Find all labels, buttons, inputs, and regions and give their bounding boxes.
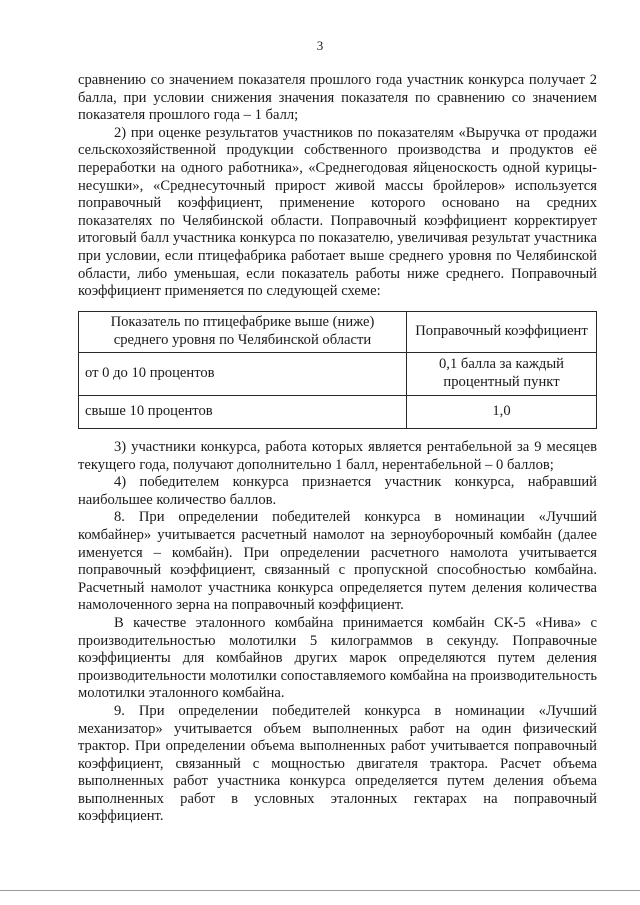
table-row bbox=[79, 396, 597, 429]
coefficient-table bbox=[78, 311, 597, 429]
paragraph: 2) при оценке результатов участников по показателям «Выручка от продажи сельскохозяйственной продукции собственного производства и продуктов её переработки на одного работника», «Среднегодовая яйценоскость одной курицы-несушки», «Среднесуточный прирост живой массы бройлеров» используется поправочный коэффициент, применение которого основано на средних показателях по Челябинской области. Поправочный коэффициент корректирует итоговый балл участника конкурса по показателю, увеличивая результат участника при условии, если птицефабрика работает выше среднего уровня по Челябинской области, либо уменьшая, если показатель работы ниже среднего. Поправочный коэффициент применяется по следующей схеме: bbox=[78, 124, 597, 300]
table-header-cell: Поправочный коэффициент bbox=[407, 312, 597, 353]
paragraph: сравнению со значением показателя прошлого года участник конкурса получает 2 балла, при условии снижения значения показателя по сравнению со значением показателя прошлого года – 1 балл; bbox=[78, 72, 597, 124]
table-cell: 1,0 bbox=[407, 396, 597, 429]
paragraph: 9. При определении победителей конкурса в номинации «Лучший механизатор» учитывается объем выполненных работ на один физический трактор. При определении объема выполненных работ учитывается поправочный коэффициент, связанный с мощностью двигателя трактора. Расчет объема выполненных работ участника конкурса определяется путем деления объема выполненных работ в условных эталонных гектарах на поправочный коэффициент. bbox=[78, 702, 597, 825]
table-cell: свыше 10 процентов bbox=[79, 396, 407, 429]
paragraph: 8. При определении победителей конкурса в номинации «Лучший комбайнер» учитывается расчетный намолот на зерноуборочный комбайн (далее именуется – комбайн). При определении расчетного намолота учитывается поправочный коэффициент, связанный с пропускной способностью комбайна. Расчетный намолот участника конкурса определяется путем деления количества намолоченного зерна на поправочный коэффициент. bbox=[78, 509, 597, 614]
paragraph: 4) победителем конкурса признается участник конкурса, набравший наибольшее количество баллов. bbox=[78, 474, 597, 508]
page-number: 3 bbox=[316, 38, 324, 53]
paragraph: 3) участники конкурса, работа которых является рентабельной за 9 месяцев текущего года, получают дополнительно 1 балл, нерентабельной – 0 баллов; bbox=[78, 439, 597, 473]
table-cell: 0,1 балла за каждый процентный пункт bbox=[407, 353, 597, 396]
text-block-top bbox=[78, 72, 597, 301]
text-block-bottom bbox=[78, 439, 597, 826]
table-header-cell: Показатель по птицефабрике выше (ниже) среднего уровня по Челябинской области bbox=[79, 312, 407, 353]
table-row bbox=[79, 353, 597, 396]
table-header-row bbox=[79, 312, 597, 353]
paragraph: В качестве эталонного комбайна принимается комбайн СК-5 «Нива» с производительностью молотилки 5 килограммов в секунду. Поправочные коэффициенты для комбайнов других марок определяются путем деления производительности молотилки сопоставляемого комбайна на производительность молотилки эталонного комбайна. bbox=[78, 614, 597, 702]
scan-edge-line bbox=[0, 890, 640, 891]
table-cell: от 0 до 10 процентов bbox=[79, 353, 407, 396]
